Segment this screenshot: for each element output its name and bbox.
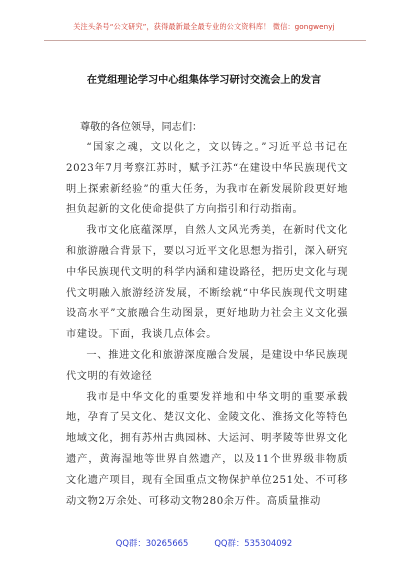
paragraph-section-1: 我市是中华文化的重要发祥地和中华文明的重要承载地，孕育了吴文化、楚汉文化、金陵文化、淮扬文化等特色地域文化，拥有苏州古典园林、大运河、明孝陵等世界文化遗产，黄海湿地等世界自然遗产，以及11个世界级非物质文化遗产项目，现有全国重点文物保护单位251处、不可移动文物2万余处、可移动文物280余万件。高质量推动	[66, 391, 348, 507]
footer-qq-group-1: QQ群：30265665	[115, 538, 189, 548]
header-divider	[44, 40, 366, 41]
paragraph-background: 我市文化底蕴深厚，自然人文风光秀美，在新时代文化和旅游融合背景下，要以习近平文化思想为指引，深入研究中华民族现代文明的科学内涵和建设路径，把历史文化与现代文明融入旅游经济发展，不断绘就“中华民族现代文明建设高水平”文旅融合生动图景，更好地助力社会主义文化强市建设。下面，我谈几点体会。	[66, 225, 348, 341]
section-heading-1: 一、推进文化和旅游深度融合发展，是建设中华民族现代文明的有效途径	[66, 349, 348, 382]
document-body	[66, 138, 348, 512]
footer-qq-group-2: QQ群：535304092	[214, 538, 293, 548]
header-banner: 关注头条号“公文研究”，获得最新最全最专业的公文资料库！ 微信：gongwenyj	[73, 22, 335, 31]
footer	[0, 537, 408, 549]
paragraph-intro: “国家之魂，文以化之，文以铸之。”习近平总书记在2023年7月考察江苏时，赋予江苏“在建设中华民族现代文明上探索新经验”的重大任务，为我市在新发展阶段更好地担负起新的文化使命提供了方向指引和行动指南。	[66, 142, 348, 216]
salutation: 尊敬的各位领导，同志们：	[80, 122, 203, 133]
document-title: 在党组理论学习中心组集体学习研讨交流会上的发言	[86, 74, 322, 86]
